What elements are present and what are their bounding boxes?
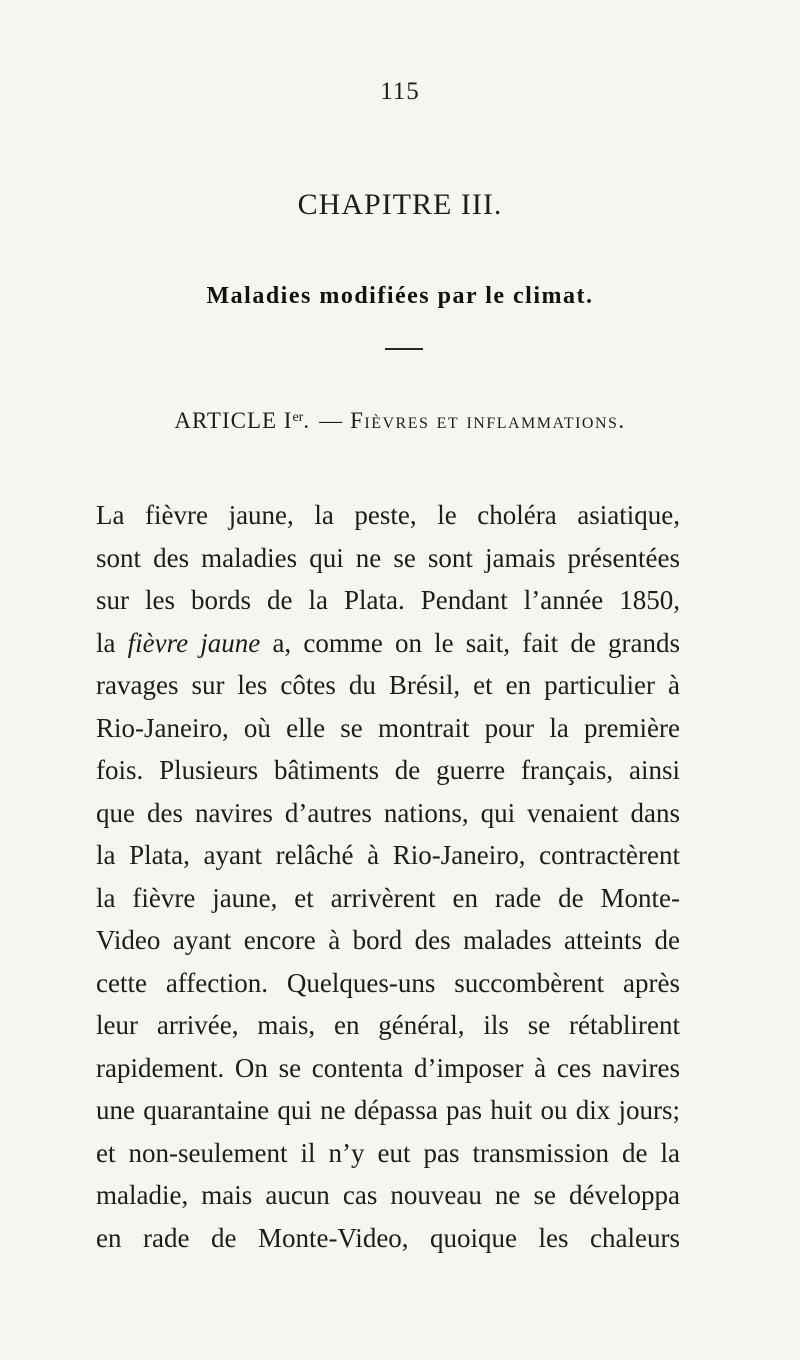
chapter-title: CHAPITRE III. (297, 188, 503, 221)
article-label: ARTICLE I (174, 408, 293, 433)
section-title: Maladies modifiées par le climat. (206, 283, 594, 309)
paragraph-line: ravages sur les côtes du Brésil, et en particulier à (96, 670, 680, 700)
article-suffix: . (303, 408, 310, 433)
paragraph-line: en rade de Monte-Video, quoique les chaleurs (96, 1222, 680, 1253)
article-superscript: er (292, 410, 304, 425)
paragraph-line: la Plata, ayant relâché à Rio-Janeiro, contractèrent (96, 840, 680, 870)
paragraph-line: maladie, mais aucun cas nouveau ne se développa (96, 1180, 680, 1210)
article-heading (0, 408, 800, 434)
article-subject: Fièvres et inflammations. (350, 408, 626, 433)
paragraph-line: cette affection. Quelques-uns succombèrent après (96, 967, 680, 998)
section-divider (385, 348, 423, 350)
paragraph-line: rapidement. On se contenta d’imposer à ces navires (96, 1052, 680, 1083)
article-dash: — (319, 408, 343, 433)
italic-term: fièvre jaune (127, 627, 261, 658)
paragraph-line: Rio-Janeiro, où elle se montrait pour la première (96, 712, 680, 743)
paragraph-line: la fièvre jaune, et arrivèrent en rade de Monte- (96, 882, 680, 913)
body-paragraph (96, 494, 680, 1259)
paragraph-line (96, 622, 680, 665)
paragraph-line: que des navires d’autres nations, qui venaient dans (96, 797, 680, 828)
line-rest: a, comme on le sait, fait de grands (260, 627, 680, 658)
paragraph-line: fois. Plusieurs bâtiments de guerre français, ainsi (96, 755, 680, 785)
paragraph-line: et non-seulement il n’y eut pas transmission de la (96, 1137, 680, 1168)
paragraph-line: sur les bords de la Plata. Pendant l’année 1850, (96, 585, 680, 615)
paragraph-line: une quarantaine qui ne dépassa pas huit ou dix jours; (96, 1095, 680, 1125)
paragraph-line: sont des maladies qui ne se sont jamais présentées (96, 542, 680, 573)
paragraph-line: Video ayant encore à bord des malades atteints de (96, 925, 680, 955)
paragraph-line: La fièvre jaune, la peste, le choléra asiatique, (96, 500, 680, 530)
line-prefix: la (96, 627, 128, 658)
paragraph-line: leur arrivée, mais, en général, ils se rétablirent (96, 1010, 680, 1040)
page-number: 115 (380, 78, 420, 105)
